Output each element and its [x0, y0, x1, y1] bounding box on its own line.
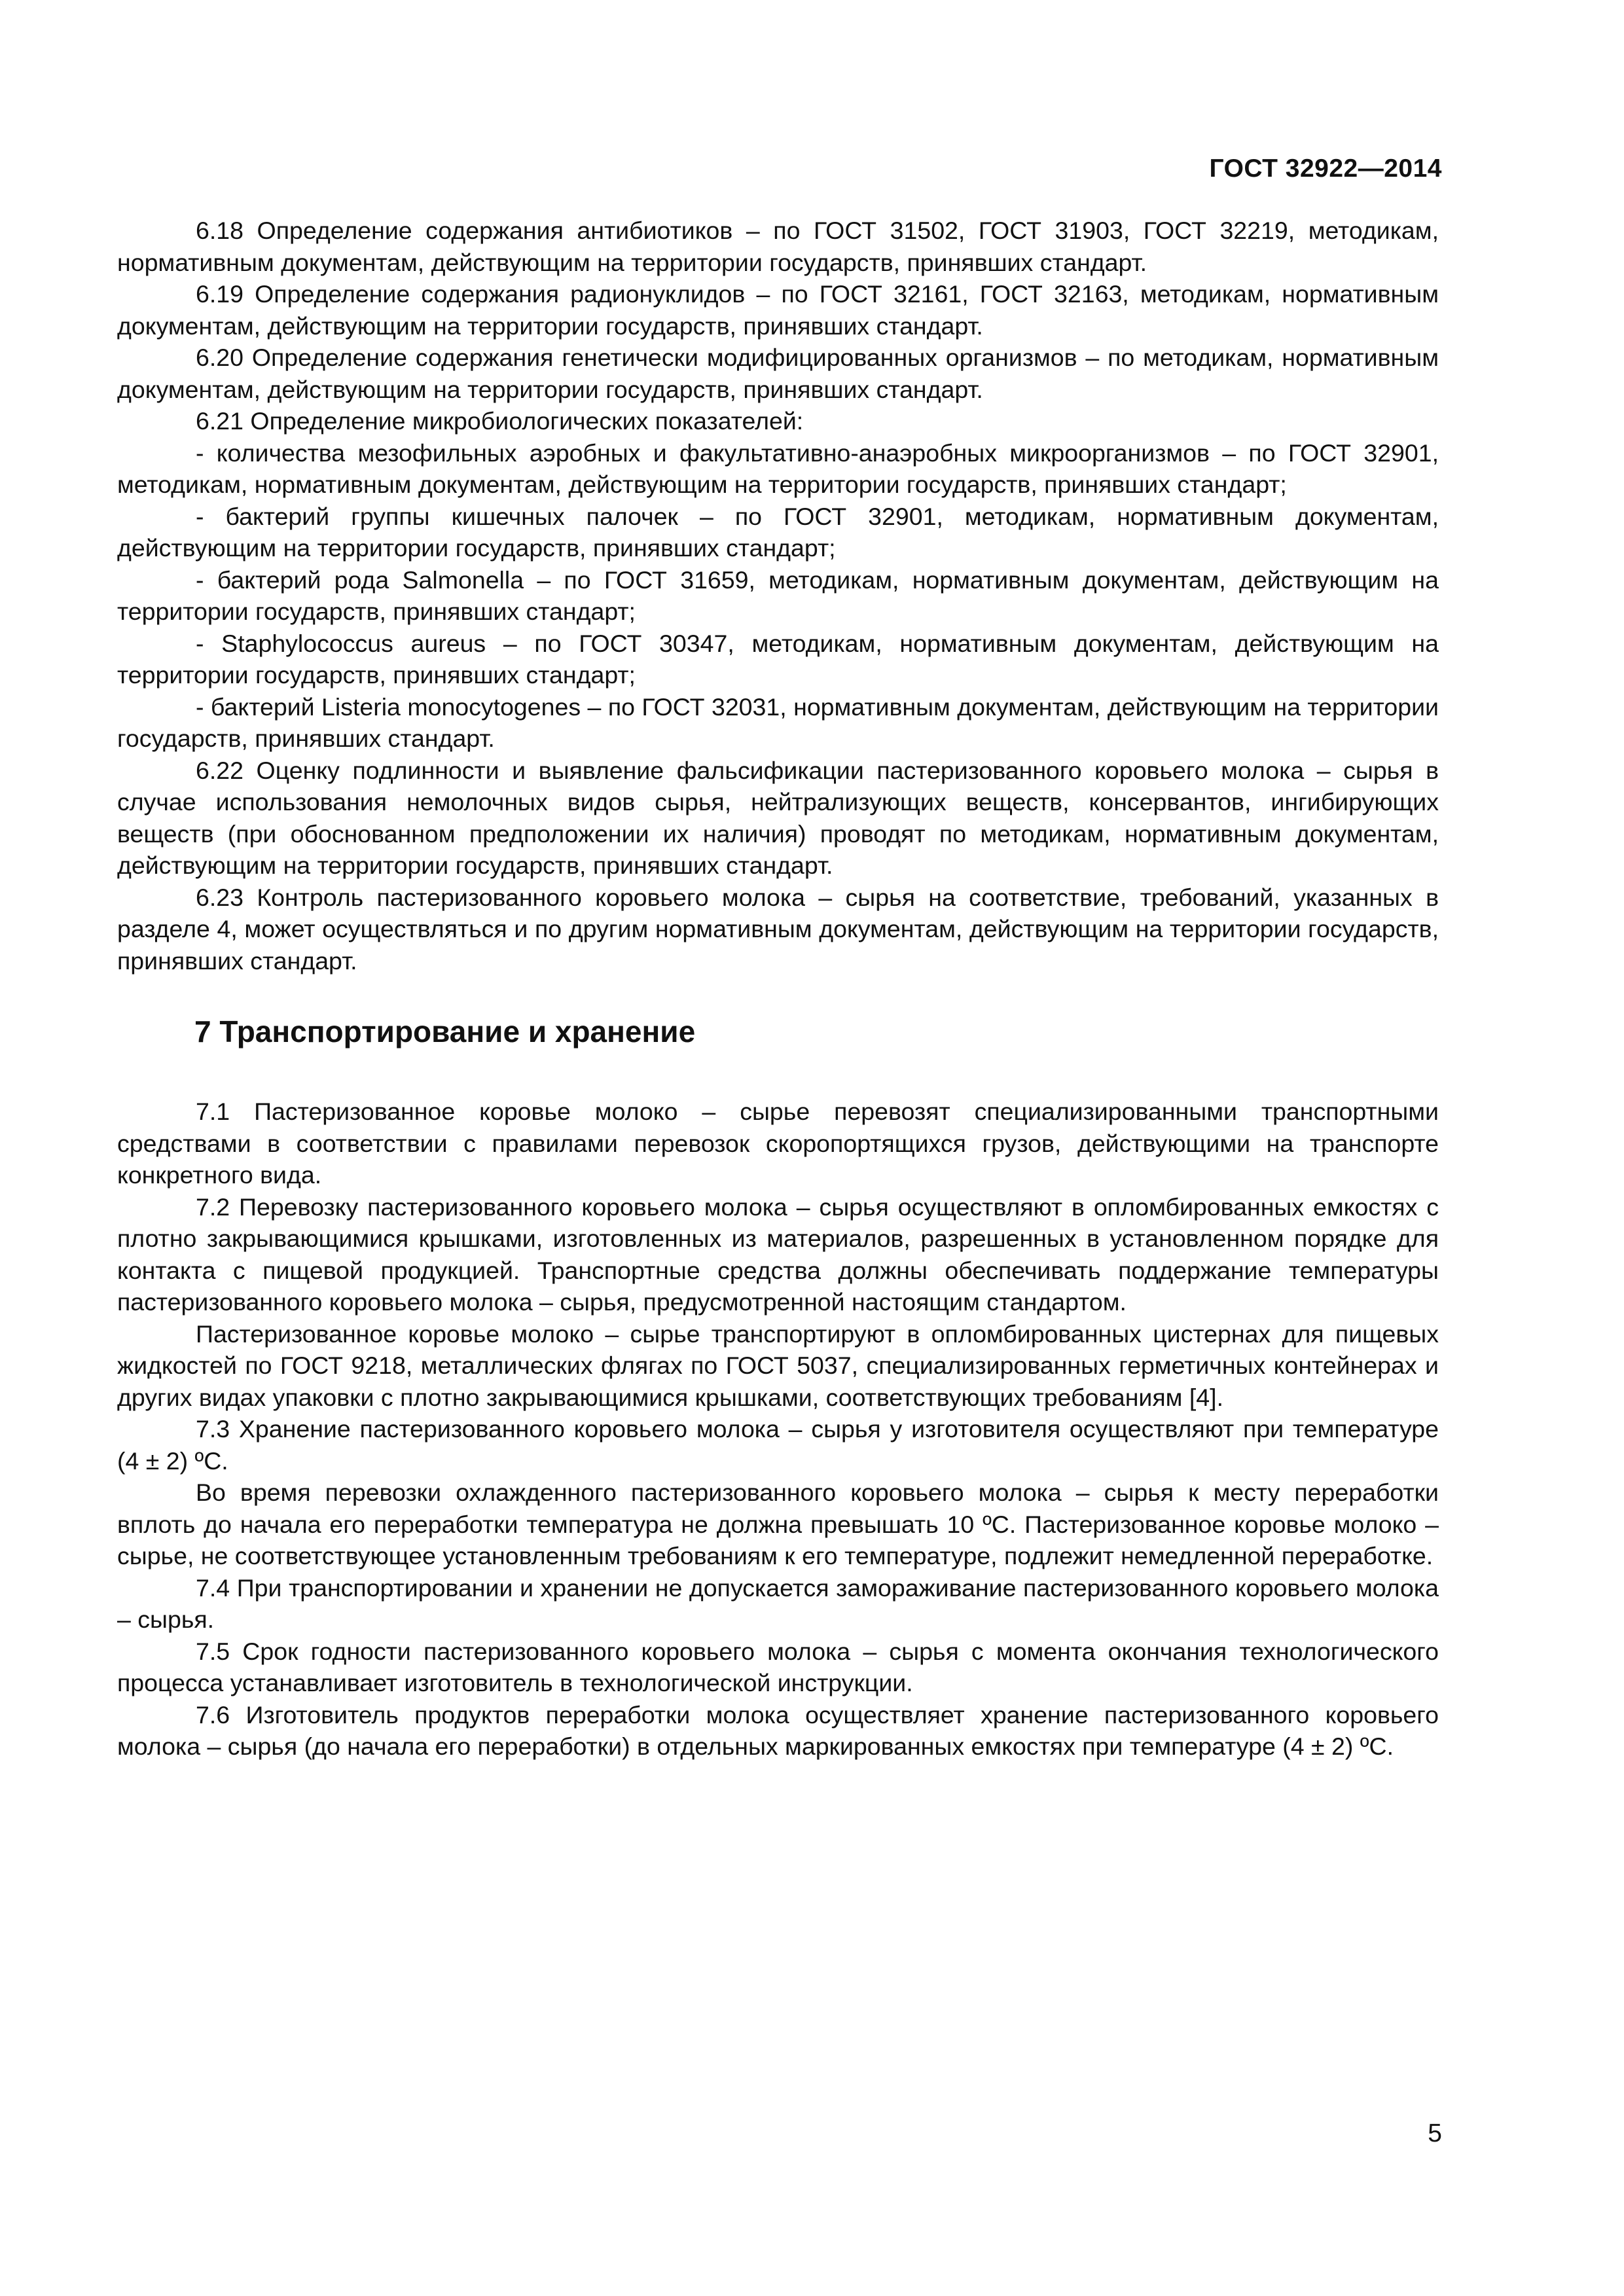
list-item-staphylococcus: - Staphylococcus aureus – по ГОСТ 30347, методикам, нормативным документам, действующим на территории государств, принявших стандарт; — [117, 629, 1439, 689]
document-body — [117, 215, 1439, 1763]
paragraph-7-1: 7.1 Пастеризованное коровье молоко – сырье перевозят специализированными транспортными средствами в соответствии с правилами перевозок скоропортящихся грузов, действующими на транспорте конкретного вида. — [117, 1098, 1439, 1189]
paragraph-6-22: 6.22 Оценку подлинности и выявление фальсификации пастеризованного коровьего молока – сырья в случае использования немолочных видов сырья, нейтрализующих веществ, консервантов, ингибирующих веществ (при обоснованном предположении их наличия) проводят по методикам, нормативным документам, действующим на территории государств, принявших стандарт. — [117, 756, 1439, 879]
paragraph-7-3-cont: Во время перевозки охлажденного пастеризованного коровьего молока – сырья к месту переработки вплоть до начала его переработки температура не должна превышать 10 ºС. Пастеризованное коровье молоко – сырье, не соответствующее установленным требованиям к его температуре, подлежит немедленной переработке. — [117, 1479, 1439, 1570]
document-id-header: ГОСТ 32922—2014 — [1209, 154, 1442, 183]
list-item-salmonella: - бактерий рода Salmonella – по ГОСТ 31659, методикам, нормативным документам, действующим на территории государств, принявших стандарт; — [117, 565, 1439, 625]
paragraph-7-4: 7.4 При транспортировании и хранении не допускается замораживание пастеризованного коровьего молока – сырья. — [117, 1573, 1439, 1633]
paragraph-7-5: 7.5 Срок годности пастеризованного коровьего молока – сырья с момента окончания технологического процесса устанавливает изготовитель в технологической инструкции. — [117, 1637, 1439, 1696]
paragraph-7-2: 7.2 Перевозку пастеризованного коровьего молока – сырья осуществляют в опломбированных емкостях с плотно закрывающимися крышками, изготовленных из материалов, разрешенных в установленном порядке для контакта с пищевой продукцией. Транспортные средства должны обеспечивать поддержание температуры пастеризованного коровьего молока – сырья, предусмотренной настоящим стандартом. — [117, 1193, 1439, 1316]
paragraph-6-21: 6.21 Определение микробиологических показателей: — [196, 407, 804, 435]
paragraph-6-23: 6.23 Контроль пастеризованного коровьего молока – сырья на соответствие, требований, указанных в разделе 4, может осуществляться и по другим нормативным документам, действующим на территории государств, принявших стандарт. — [117, 883, 1439, 975]
page-number: 5 — [1428, 2119, 1442, 2147]
paragraph-6-20: 6.20 Определение содержания генетически модифицированных организмов – по методикам, нормативным документам, действующим на территории государств, принявших стандарт. — [117, 344, 1439, 403]
paragraph-7-6: 7.6 Изготовитель продуктов переработки молока осуществляет хранение пастеризованного коровьего молока – сырья (до начала его переработки) в отдельных маркированных емкостях при температуре (4 ± 2) ºС. — [117, 1700, 1439, 1760]
list-item-mesophilic: - количества мезофильных аэробных и факультативно-анаэробных микроорганизмов – по ГОСТ 32901, методикам, нормативным документам, действующим на территории государств, принявших стандарт; — [117, 439, 1439, 498]
paragraph-7-3: 7.3 Хранение пастеризованного коровьего молока – сырья у изготовителя осуществляют при температуре (4 ± 2) ºС. — [117, 1415, 1439, 1475]
paragraph-7-2-cont: Пастеризованное коровье молоко – сырье транспортируют в опломбированных цистернах для пищевых жидкостей по ГОСТ 9218, металлических флягах по ГОСТ 5037, специализированных герметичных контейнерах и других видах упаковки с плотно закрывающимися крышками, соответствующих требованиям [4]. — [117, 1319, 1439, 1411]
paragraph-6-18: 6.18 Определение содержания антибиотиков – по ГОСТ 31502, ГОСТ 31903, ГОСТ 32219, методикам, нормативным документам, действующим на территории государств, принявших стандарт. — [117, 217, 1439, 276]
paragraph-6-19: 6.19 Определение содержания радионуклидов – по ГОСТ 32161, ГОСТ 32163, методикам, нормативным документам, действующим на территории государств, принявших стандарт. — [117, 280, 1439, 340]
list-item-coliform: - бактерий группы кишечных палочек – по ГОСТ 32901, методикам, нормативным документам, действующим на территории государств, принявших стандарт; — [117, 502, 1439, 562]
section-7-heading: 7 Транспортирование и хранение — [194, 1014, 696, 1049]
list-item-listeria: - бактерий Listeria monocytogenes – по ГОСТ 32031, нормативным документам, действующим на территории государств, принявших стандарт. — [117, 692, 1439, 752]
